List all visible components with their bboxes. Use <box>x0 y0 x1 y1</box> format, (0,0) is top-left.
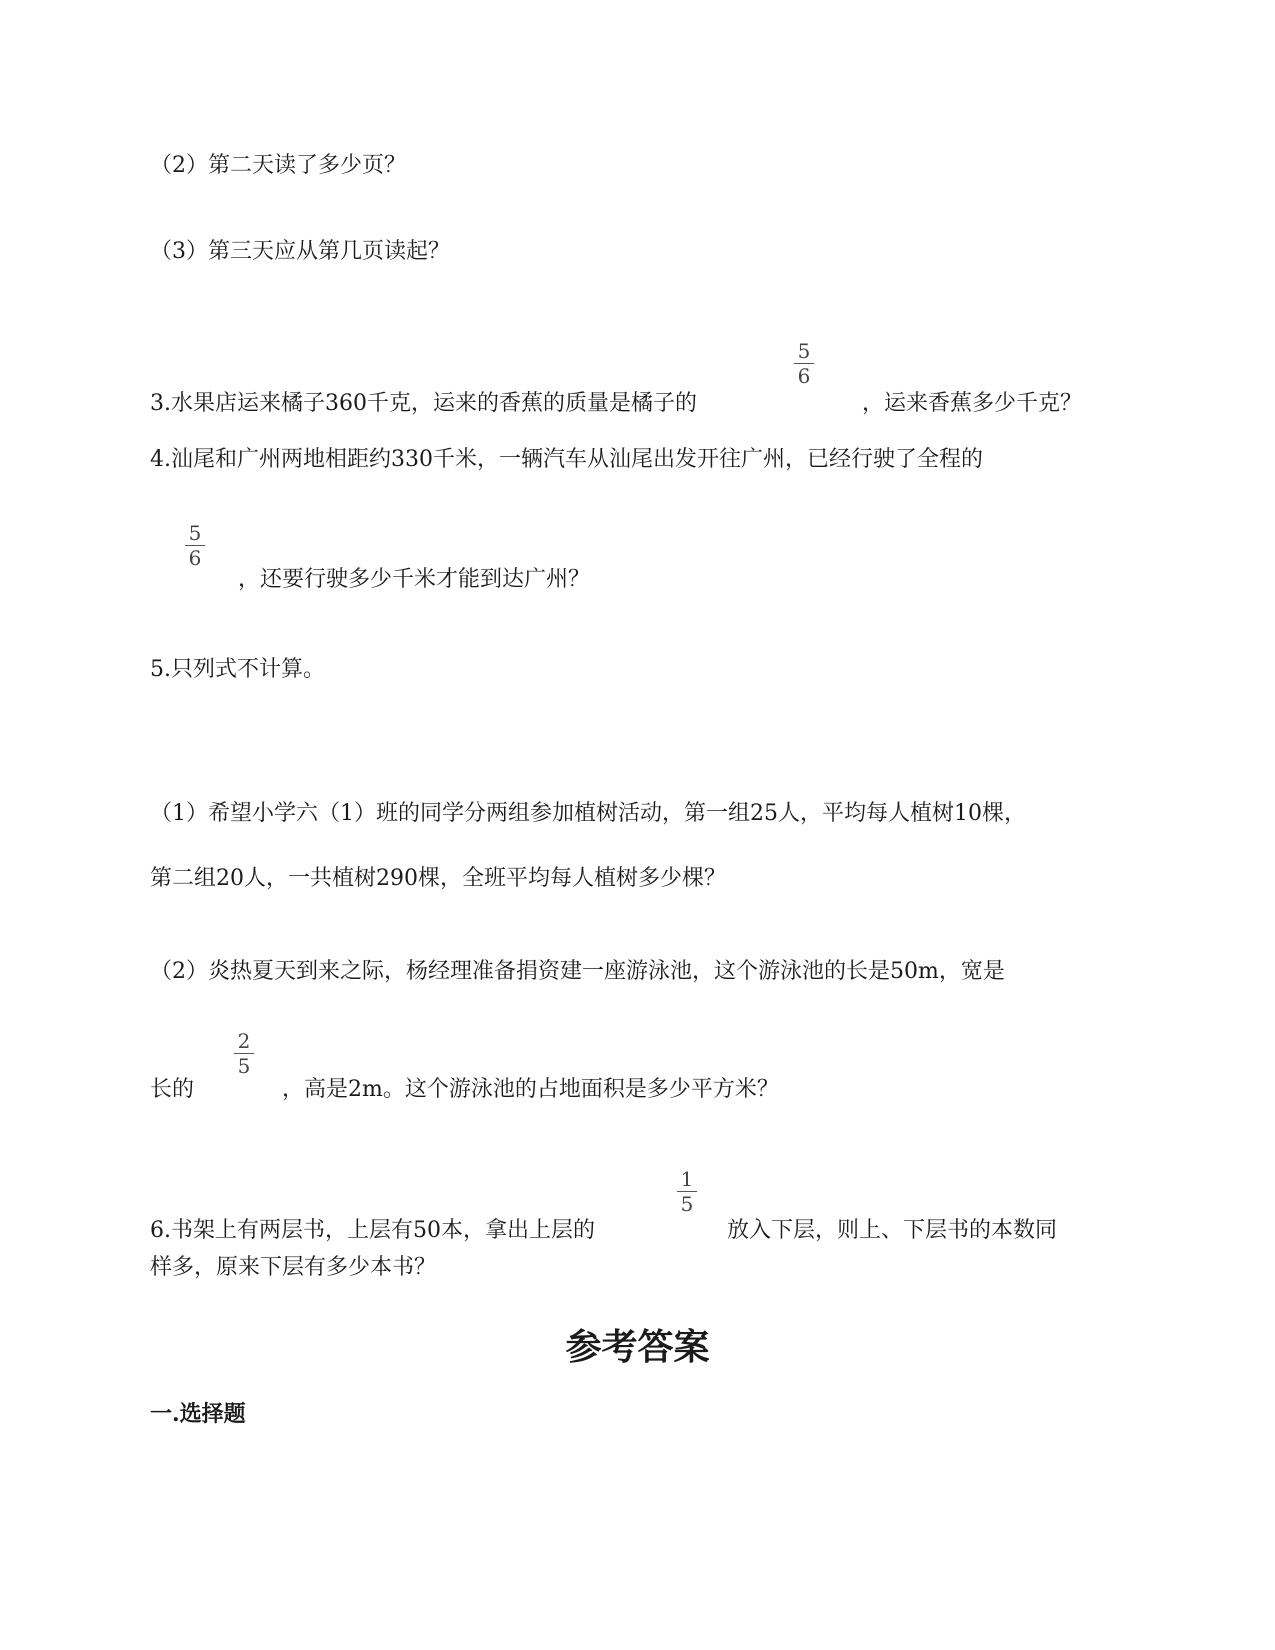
question-4-line-2: ，还要行驶多少千米才能到达广州？ <box>238 567 591 592</box>
question-2-part-2: （2）第二天读了多少页？ <box>150 153 406 178</box>
fraction-numerator: 5 <box>797 339 811 363</box>
answers-title: 参考答案 <box>565 1326 710 1368</box>
question-5-part-1-line-1: （1）希望小学六（1）班的同学分两组参加植树活动，第一组25人，平均每人植树10棵， <box>150 801 1026 826</box>
question-5-part-2-line-1: （2）炎热夏天到来之际，杨经理准备捐资建一座游泳池，这个游泳池的长是50m，宽是 <box>150 959 1005 984</box>
question-6-fraction <box>675 1168 699 1215</box>
question-3-text: 3.水果店运来橘子360千克，运来的香蕉的质量是橘子的 <box>150 391 697 416</box>
fraction-denominator: 6 <box>188 546 202 570</box>
fraction-numerator: 2 <box>237 1029 251 1053</box>
question-6-line-2: 样多，原来下层有多少本书？ <box>150 1255 437 1280</box>
section-title: 一.选择题 <box>150 1401 246 1427</box>
fraction-denominator: 5 <box>237 1054 251 1078</box>
question-6-text-end: 放入下层，则上、下层书的本数同 <box>727 1218 1058 1243</box>
question-4-fraction <box>183 522 207 569</box>
question-3-text-end: ，运来香蕉多少千克？ <box>862 391 1083 416</box>
question-2-part-3: （3）第三天应从第几页读起？ <box>150 239 450 264</box>
question-4-line-1: 4.汕尾和广州两地相距约330千米，一辆汽车从汕尾出发开往广州，已经行驶了全程的 <box>150 447 983 472</box>
question-6-text: 6.书架上有两层书，上层有50本，拿出上层的 <box>150 1218 595 1243</box>
question-5-fraction <box>232 1030 256 1077</box>
question-5-part-2-after: ，高是2m。这个游泳池的占地面积是多少平方米？ <box>282 1077 779 1102</box>
question-3-fraction <box>792 340 816 387</box>
question-5-part-1-line-2: 第二组20人，一共植树290棵，全班平均每人植树多少棵？ <box>150 866 726 891</box>
question-5-title: 5.只列式不计算。 <box>150 657 325 682</box>
fraction-numerator: 5 <box>188 521 202 545</box>
fraction-numerator: 1 <box>680 1167 694 1191</box>
question-5-part-2-before: 长的 <box>150 1077 195 1102</box>
fraction-denominator: 5 <box>680 1192 694 1216</box>
fraction-denominator: 6 <box>797 364 811 388</box>
